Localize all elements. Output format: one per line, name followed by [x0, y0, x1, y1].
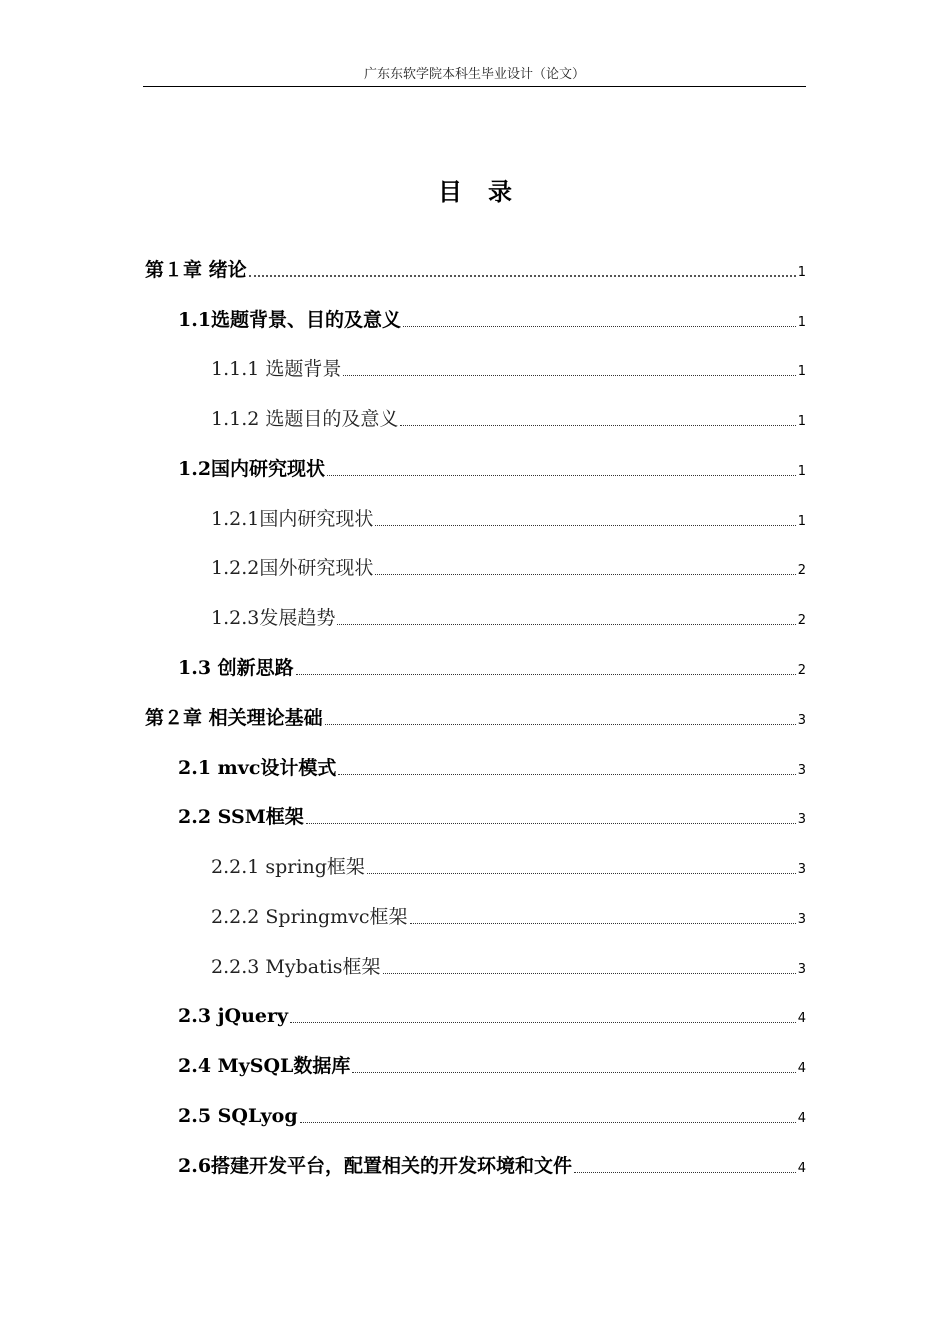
toc-entry-label: 2.3 jQuery — [178, 1005, 289, 1027]
toc-entry-label: 1.1.1 选题背景 — [211, 358, 342, 380]
toc-entry-page: 3 — [797, 962, 806, 977]
toc-leader-dots — [367, 873, 796, 874]
toc-entry-page: 1 — [797, 414, 806, 429]
toc-entry-label: 1.1.2 选题目的及意义 — [211, 408, 399, 430]
toc-entry[interactable] — [211, 402, 806, 432]
toc-entry-page: 3 — [797, 713, 806, 728]
toc-entry-page: 1 — [797, 464, 806, 479]
toc-entry-label: 2.6搭建开发平台，配置相关的开发环境和文件 — [178, 1155, 573, 1177]
toc-entry[interactable] — [178, 651, 806, 681]
toc-leader-dots — [325, 724, 796, 725]
toc-entry-page: 4 — [797, 1111, 806, 1126]
toc-entry[interactable] — [178, 452, 806, 482]
toc-entry[interactable] — [211, 551, 806, 581]
toc-entry[interactable] — [178, 751, 806, 781]
toc-entry-page: 2 — [797, 563, 806, 578]
toc-entry-page: 2 — [797, 663, 806, 678]
toc-leader-dots — [403, 326, 796, 327]
toc-entry[interactable] — [145, 253, 806, 283]
header-divider — [143, 86, 806, 87]
toc-entry-label: 第２章 相关理论基础 — [145, 707, 323, 729]
toc-entry[interactable] — [178, 800, 806, 830]
toc-entry-page: 3 — [797, 763, 806, 778]
toc-leader-dots — [375, 525, 795, 526]
toc-entry-label: 1.2.2国外研究现状 — [211, 557, 374, 579]
toc-entry-page: 4 — [797, 1011, 806, 1026]
toc-entry-page: 1 — [797, 514, 806, 529]
toc-entry-page: 2 — [797, 613, 806, 628]
toc-entry[interactable] — [211, 502, 806, 532]
toc-entry[interactable] — [211, 850, 806, 880]
toc-entry-page: 3 — [797, 912, 806, 927]
toc-entry-label: 2.4 MySQL数据库 — [178, 1055, 351, 1077]
toc-leader-dots — [296, 674, 796, 675]
toc-entry-label: 1.3 创新思路 — [178, 657, 294, 679]
toc-entry[interactable] — [211, 352, 806, 382]
toc-entry-label: 第１章 绪论 — [145, 259, 247, 281]
toc-leader-dots — [400, 425, 795, 426]
toc-entry-page: 1 — [797, 364, 806, 379]
toc-entry[interactable] — [211, 900, 806, 930]
toc-title: 目录 — [438, 177, 538, 206]
toc-leader-dots — [352, 1072, 795, 1073]
toc-entry-label: 1.2.1国内研究现状 — [211, 508, 374, 530]
toc-leader-dots — [338, 774, 795, 775]
toc-entry-label: 2.2.2 Springmvc框架 — [211, 906, 408, 928]
toc-entry-label: 1.2国内研究现状 — [178, 458, 326, 480]
toc-entry-page: 3 — [797, 812, 806, 827]
page-header: 广东东软学院本科生毕业设计（论文） — [363, 67, 585, 82]
toc-entry-page: 4 — [797, 1161, 806, 1176]
toc-leader-dots — [337, 624, 795, 625]
toc-entry-page: 4 — [797, 1061, 806, 1076]
toc-leader-dots — [574, 1172, 796, 1173]
toc-entry[interactable] — [145, 701, 806, 731]
toc-entry-label: 2.2.3 Mybatis框架 — [211, 956, 381, 978]
toc-leader-dots — [306, 823, 796, 824]
toc-leader-dots — [327, 475, 796, 476]
toc-leader-dots — [375, 574, 795, 575]
toc-entry-label: 2.1 mvc设计模式 — [178, 757, 337, 779]
toc-entry[interactable] — [178, 1099, 806, 1129]
toc-entry[interactable] — [211, 950, 806, 980]
toc-entry-page: 3 — [797, 862, 806, 877]
toc-leader-dots — [383, 973, 796, 974]
toc-entry[interactable] — [178, 1049, 806, 1079]
toc-entry-label: 2.2 SSM框架 — [178, 806, 304, 828]
toc-leader-dots — [290, 1022, 796, 1023]
toc-entry-label: 2.5 SQLyog — [178, 1105, 298, 1127]
toc-leader-dots — [300, 1122, 796, 1123]
toc-entry[interactable] — [178, 303, 806, 333]
toc-leader-dots — [343, 375, 795, 376]
toc-leader-dots — [410, 923, 796, 924]
toc-entry-label: 1.1选题背景、目的及意义 — [178, 309, 402, 331]
toc-entry[interactable] — [178, 1149, 806, 1179]
toc-entry-label: 2.2.1 spring框架 — [211, 856, 365, 878]
toc-entry-label: 1.2.3发展趋势 — [211, 607, 336, 629]
toc-entry[interactable] — [178, 999, 806, 1029]
toc-entry[interactable] — [211, 601, 806, 631]
toc-entry-page: 1 — [797, 265, 806, 280]
toc-entry-page: 1 — [797, 315, 806, 330]
toc-leader-dots — [249, 275, 796, 277]
